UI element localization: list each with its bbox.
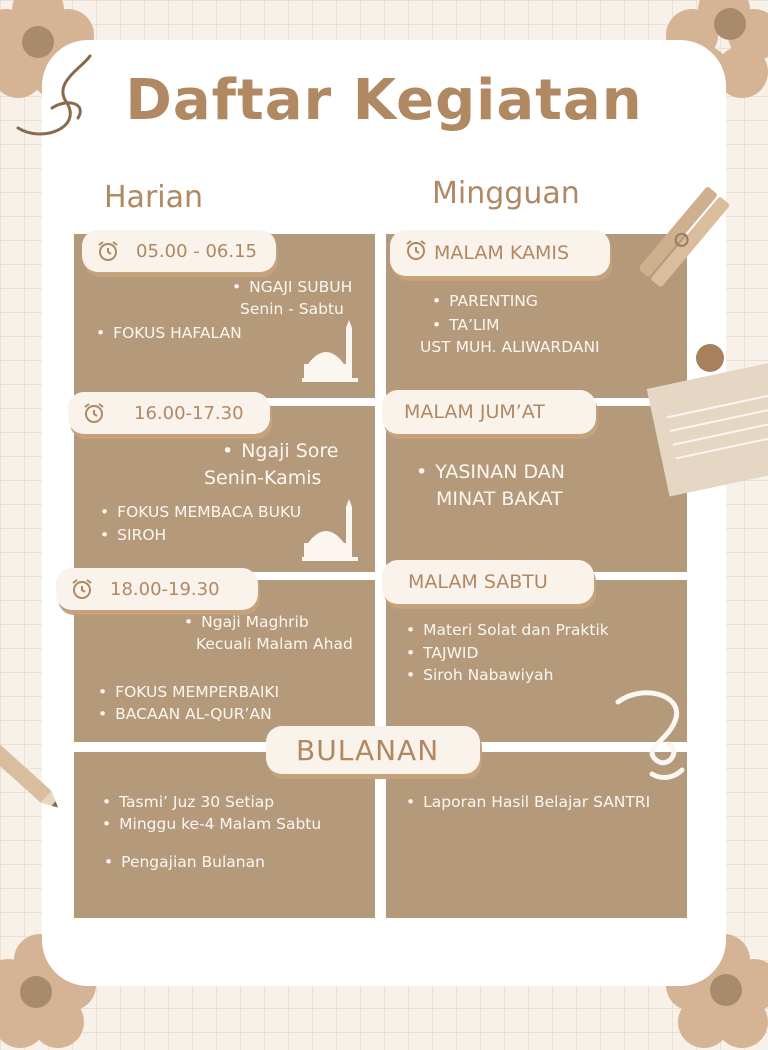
- harian-heading: • NGAJI SUBUH: [232, 278, 352, 296]
- list-item: • BACAAN AL-QUR’AN: [98, 705, 272, 723]
- list-item: • TA’LIM: [432, 316, 500, 334]
- harian-subheading: Kecuali Malam Ahad: [196, 635, 353, 653]
- list-item: • YASINAN DAN: [416, 461, 565, 483]
- label-text: MALAM SABTU: [408, 571, 548, 593]
- harian-heading: • Ngaji Sore: [222, 440, 339, 462]
- list-item: • Tasmi’ Juz 30 Setiap: [102, 793, 274, 811]
- label-pill-malam-jumat: [382, 390, 596, 434]
- clothespin-icon: [640, 182, 736, 298]
- harian-subheading: Senin-Kamis: [204, 467, 322, 489]
- list-item: • FOKUS MEMBACA BUKU: [100, 503, 301, 521]
- alarm-clock-icon: [404, 238, 428, 262]
- list-item: • Laporan Hasil Belajar SANTRI: [406, 793, 650, 811]
- list-item: • TAJWID: [406, 644, 478, 662]
- list-note: UST MUH. ALIWARDANI: [420, 338, 600, 356]
- alarm-clock-icon: [70, 577, 94, 601]
- alarm-clock-icon: [82, 401, 106, 425]
- list-item: • FOKUS HAFALAN: [96, 324, 242, 342]
- label-text: MALAM KAMIS: [434, 242, 570, 264]
- list-item: • Minggu ke-4 Malam Sabtu: [102, 815, 321, 833]
- mosque-icon: [300, 320, 362, 384]
- label-pill-bulanan: [266, 726, 480, 774]
- label-pill-malam-sabtu: [382, 560, 594, 604]
- label-pill-malam-kamis: [390, 230, 610, 276]
- pencil-icon: [0, 740, 64, 820]
- squiggle-icon: [612, 688, 692, 784]
- harian-heading: • Ngaji Maghrib: [184, 613, 309, 631]
- time-label: 16.00-17.30: [134, 402, 244, 424]
- list-note: MINAT BAKAT: [436, 488, 563, 510]
- time-pill-sore: [68, 392, 270, 434]
- mosque-icon: [300, 498, 362, 564]
- list-item: • Pengajian Bulanan: [104, 853, 265, 871]
- note-paper-icon: [644, 336, 768, 506]
- time-label: 18.00-19.30: [110, 578, 220, 600]
- alarm-clock-icon: [96, 239, 120, 263]
- list-item: • SIROH: [100, 526, 166, 544]
- column-header-harian: Harian: [104, 180, 204, 215]
- label-text: MALAM JUM’AT: [404, 401, 545, 423]
- panel-bulanan-left: [74, 752, 375, 918]
- column-header-mingguan: Mingguan: [432, 176, 580, 211]
- list-item: • PARENTING: [432, 292, 538, 310]
- list-item: • Materi Solat dan Praktik: [406, 621, 609, 639]
- page-title: Daftar Kegiatan: [125, 68, 643, 133]
- list-item: • FOKUS MEMPERBAIKI: [98, 683, 279, 701]
- label-text: BULANAN: [296, 733, 440, 767]
- harian-subheading: Senin - Sabtu: [240, 300, 344, 318]
- list-item: • Siroh Nabawiyah: [406, 666, 553, 684]
- time-pill-maghrib: [56, 568, 258, 610]
- time-pill-subuh: [82, 230, 276, 272]
- time-label: 05.00 - 06.15: [136, 240, 257, 262]
